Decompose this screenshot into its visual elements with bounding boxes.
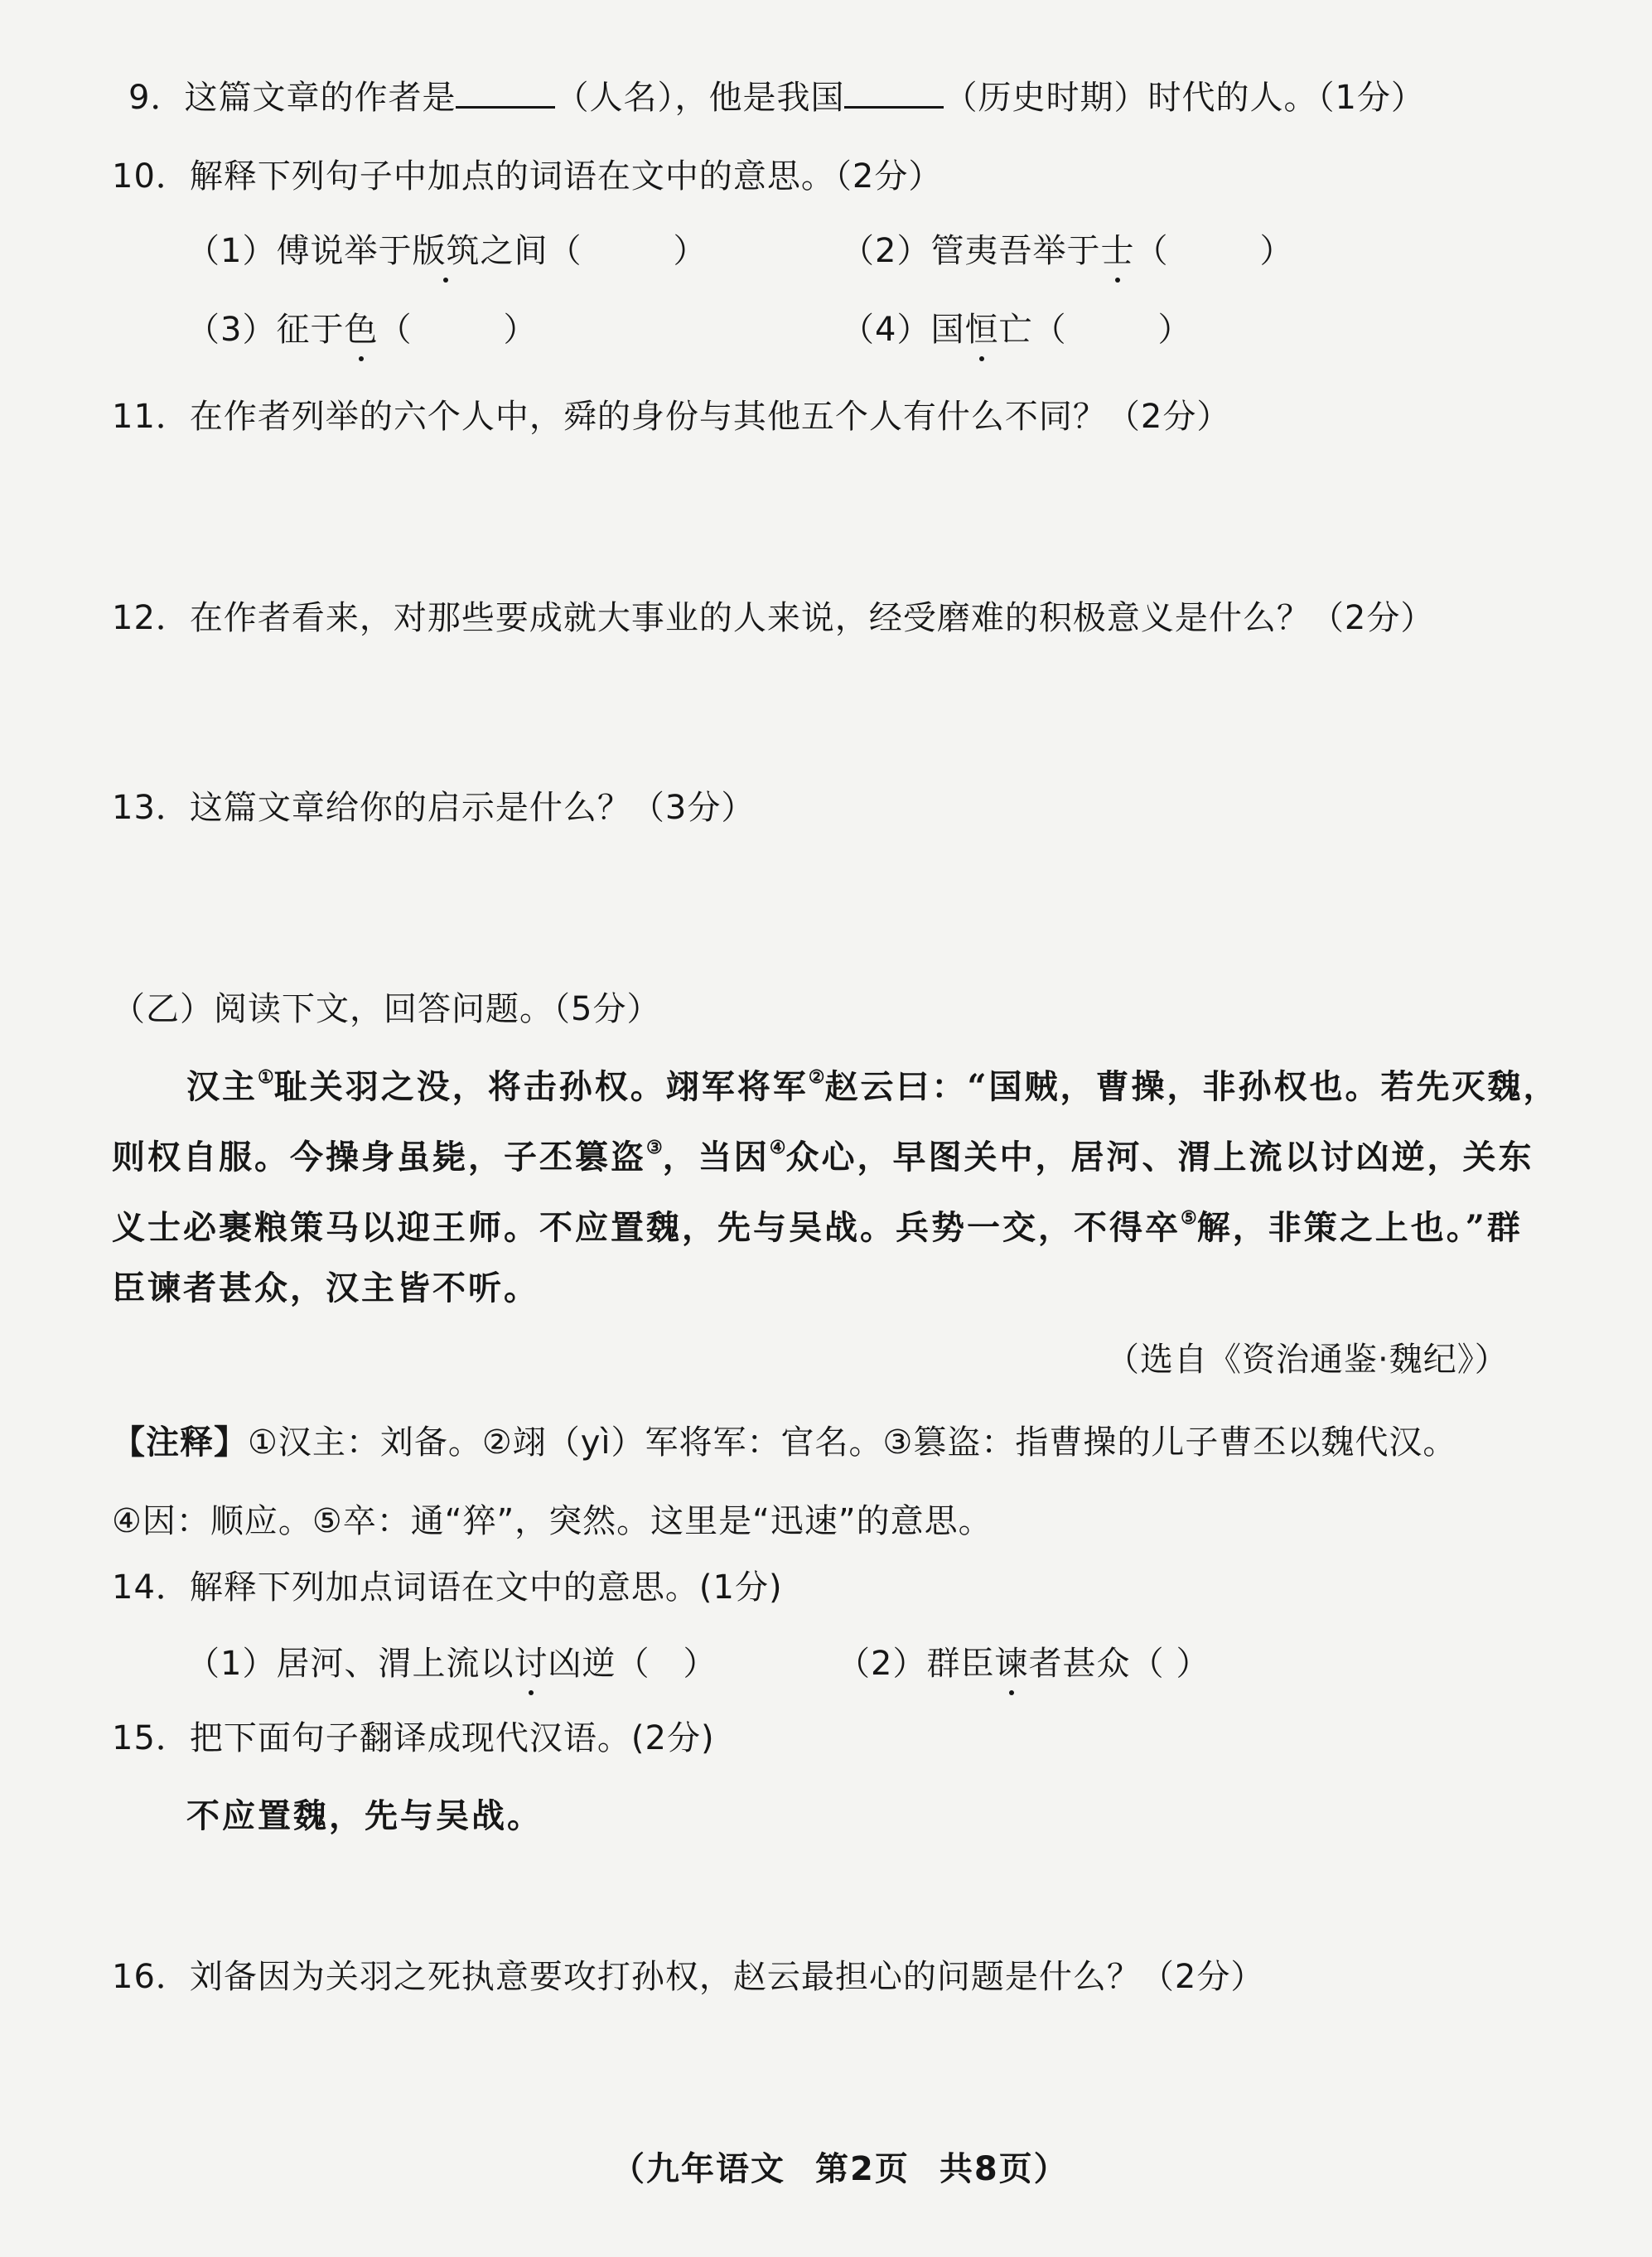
q15-sentence: 不应置魏，先与吴战。	[186, 1796, 543, 1835]
section-b-heading: （乙）阅读下文，回答问题。（5分）	[112, 990, 661, 1028]
question-15-stem: 15．把下面句子翻译成现代汉语。(2分)	[112, 1719, 715, 1757]
q9-prefix: 9．这篇文章的作者是	[128, 79, 456, 117]
q14-item-2-pre: （2）群臣	[837, 1645, 995, 1683]
footer-page-number: 第2页	[815, 2150, 910, 2188]
footer-subject: （九年语文	[611, 2150, 785, 2188]
footnote-marker-5: ⑤	[1181, 1207, 1197, 1229]
q14-item-1-close: ）	[683, 1645, 717, 1683]
question-12: 12．在作者看来，对那些要成就大事业的人来说，经受磨难的积极意义是什么？（2分）	[112, 599, 1435, 637]
question-13: 13．这篇文章给你的启示是什么？（3分）	[112, 789, 756, 827]
q10-item-3-pre: （3）征于	[186, 311, 345, 349]
q10-item-2-post: （	[1134, 232, 1169, 270]
q14-item-1-pre: （1）居河、渭上流以	[186, 1645, 514, 1683]
q10-item-4	[841, 307, 1191, 353]
footer-total-pages: 共8页）	[939, 2150, 1069, 2188]
q10-item-1-post: 之间（	[480, 232, 582, 270]
q9-suffix: （历史时期）时代的人。（1分）	[944, 79, 1425, 117]
passage-line-3	[112, 1195, 1523, 1251]
q14-item-1-dotted-word: 讨	[514, 1641, 548, 1687]
q14-item-2	[837, 1641, 1210, 1687]
q9-author-blank[interactable]	[456, 73, 555, 109]
q10-item-4-close: ）	[1157, 311, 1192, 349]
passage-line-4: 臣谏者甚众，汉主皆不听。	[112, 1269, 539, 1307]
q10-item-2-pre: （2）管夷吾举于	[841, 232, 1101, 270]
q14-item-2-post: 者甚众（	[1028, 1645, 1165, 1683]
notes-line-2: ④因：顺应。⑤卒：通“猝”，突然。这里是“迅速”的意思。	[112, 1502, 993, 1540]
footnote-marker-3: ③	[646, 1137, 663, 1158]
passage-line-1	[186, 1054, 1558, 1110]
q10-item-4-dotted-word: 恒	[964, 307, 998, 353]
passage-line-2	[112, 1124, 1534, 1181]
passage-line-2-b: ，当因	[662, 1138, 770, 1177]
notes-text-1: ①汉主：刘备。②翊（yì）军将军：官名。③篡盗：指曹操的儿子曹丕以魏代汉。	[248, 1423, 1457, 1462]
q10-item-3-dotted-word: 色	[344, 307, 378, 353]
passage-line-2-c: 众心，早图关中，居河、渭上流以讨凶逆，关东	[785, 1138, 1534, 1177]
q10-item-4-post: 亡（	[998, 311, 1067, 349]
footnote-marker-1: ①	[258, 1066, 274, 1088]
q10-item-3-close: ）	[503, 311, 538, 349]
notes-line-1	[112, 1419, 1456, 1466]
passage-line-1-c: 赵云曰：“国贼，曹操，非孙权也。若先灭魏，	[824, 1067, 1559, 1106]
q10-item-1-close: ）	[673, 232, 708, 270]
question-14-stem: 14．解释下列加点词语在文中的意思。(1分)	[112, 1568, 783, 1607]
q10-item-2	[841, 228, 1293, 274]
passage-line-3-b: 解，非策之上也。”群	[1196, 1208, 1523, 1247]
notes-label: 【注释】	[112, 1423, 248, 1462]
q9-period-blank[interactable]	[844, 73, 944, 109]
q14-item-2-dotted-word: 谏	[994, 1641, 1028, 1687]
q10-item-3	[186, 307, 537, 353]
page-footer	[597, 2146, 1084, 2192]
passage-line-1-a: 汉主	[186, 1067, 258, 1106]
q14-item-1-post: 凶逆（	[548, 1645, 650, 1683]
footnote-marker-2: ②	[808, 1066, 825, 1088]
question-9	[128, 73, 1425, 121]
q10-item-1-dotted-word: 版筑	[412, 228, 480, 274]
passage-source: （选自《资治通鉴·魏纪》）	[1106, 1341, 1509, 1379]
footnote-marker-4: ④	[769, 1137, 786, 1158]
question-11: 11．在作者列举的六个人中，舜的身份与其他五个人有什么不同？（2分）	[112, 398, 1231, 436]
question-10-stem: 10．解释下列句子中加点的词语在文中的意思。（2分）	[112, 157, 943, 196]
passage-line-3-a: 义士必裹粮策马以迎王师。不应置魏，先与吴战。兵势一交，不得卒	[112, 1208, 1181, 1247]
q10-item-4-pre: （4）国	[841, 311, 965, 349]
q14-item-2-close: ）	[1176, 1645, 1210, 1683]
q10-item-1-pre: （1）傅说举于	[186, 232, 413, 270]
passage-line-2-a: 则权自服。今操身虽毙，子丕篡盗	[112, 1138, 646, 1177]
q9-mid: （人名），他是我国	[555, 79, 845, 117]
q10-item-2-dotted-word: 士	[1100, 228, 1134, 274]
q14-item-1	[186, 1641, 717, 1687]
question-16: 16．刘备因为关羽之死执意要攻打孙权，赵云最担心的问题是什么？（2分）	[112, 1958, 1265, 1996]
q10-item-2-close: ）	[1259, 232, 1294, 270]
q10-item-1	[186, 228, 707, 274]
q10-item-3-post: （	[378, 311, 413, 349]
passage-line-1-b: 耻关羽之没，将击孙权。翊军将军	[273, 1067, 809, 1106]
